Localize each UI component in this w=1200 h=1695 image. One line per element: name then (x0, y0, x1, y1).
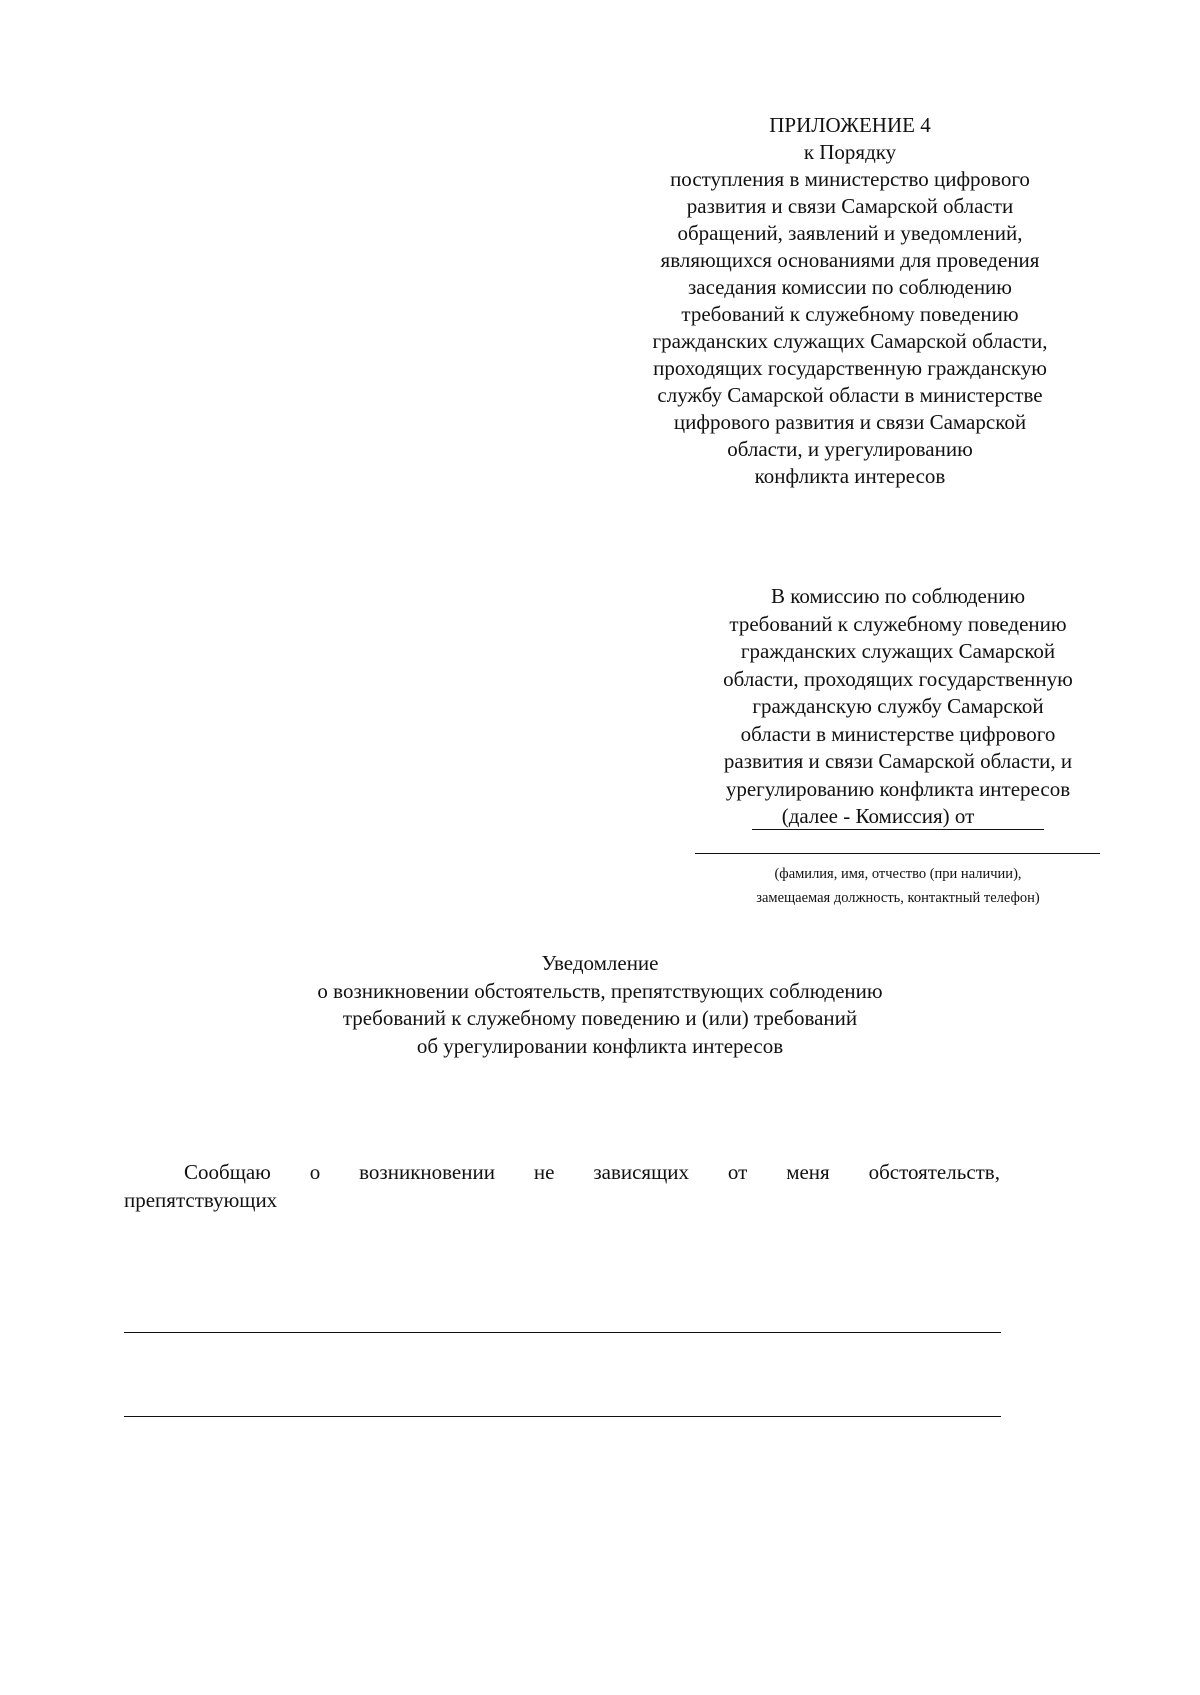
body-word: от (727, 1160, 748, 1184)
appendix-line: гражданских служащих Самарской области, (652, 329, 1048, 353)
appendix-line: проходящих государственную гражданскую (653, 356, 1047, 380)
hint-line: замещаемая должность, контактный телефон) (756, 890, 1040, 906)
body-word: о (309, 1160, 321, 1184)
addressee-line: развития и связи Самарской области, и (723, 749, 1073, 773)
body-word: Сообщаю (184, 1160, 271, 1184)
appendix-line: требований к служебному поведению (681, 302, 1019, 326)
notice-subtitle-line: об урегулировании конфликта интересов (416, 1033, 784, 1058)
appendix-line: обращений, заявлений и уведомлений, (677, 221, 1023, 245)
circumstances-field-1[interactable] (124, 1332, 1001, 1333)
appendix-line: конфликта интересов (754, 464, 946, 488)
notice-title: Уведомление (541, 951, 659, 975)
addressee-line: гражданских служащих Самарской (740, 639, 1056, 663)
appendix-line: области, и урегулированию (727, 437, 973, 461)
body-word: не (533, 1160, 555, 1184)
notice-subtitle-line: о возникновении обстоятельств, препятствующих соблюдению (317, 978, 883, 1003)
body-word: зависящих (593, 1160, 689, 1184)
appendix-line: цифрового развития и связи Самарской (673, 410, 1027, 434)
addressee-line: области в министерстве цифрового (740, 721, 1056, 746)
addressee-line: требований к служебному поведению (729, 611, 1067, 636)
sender-name-field[interactable] (695, 853, 1100, 854)
body-line-2: препятствующих (124, 1188, 278, 1212)
body-line-1 (124, 1158, 1000, 1186)
appendix-line: службу Самарской области в министерстве (657, 383, 1043, 407)
addressee-line: В комиссию по соблюдению (770, 584, 1026, 608)
addressee-line: гражданскую службу Самарской (752, 694, 1044, 718)
appendix-line: развития и связи Самарской области (686, 194, 1014, 218)
appendix-line: к Порядку (803, 140, 897, 164)
notice-heading (160, 950, 1040, 1060)
appendix-header (600, 112, 1100, 490)
appendix-line: заседания комиссии по соблюдению (687, 275, 1012, 299)
addressee-line: области, проходящих государственную (723, 666, 1073, 691)
body-word: возникновении (359, 1160, 495, 1184)
notice-subtitle-line: требований к служебному поведению и (или) требований (342, 1006, 858, 1030)
notice-body (124, 1158, 1000, 1214)
circumstances-field-2[interactable] (124, 1416, 1001, 1417)
appendix-title: ПРИЛОЖЕНИЕ 4 (769, 113, 931, 137)
addressee-block (688, 583, 1108, 831)
hint-line: (фамилия, имя, отчество (при наличии), (774, 866, 1022, 882)
sender-hint (688, 862, 1108, 910)
appendix-line: являющихся основаниями для проведения (660, 248, 1040, 272)
appendix-line: поступления в министерство цифрового (670, 167, 1030, 191)
addressee-line: урегулированию конфликта интересов (725, 776, 1071, 801)
addressee-from-field[interactable]: (далее - Комиссия) от (752, 804, 1045, 830)
body-word: обстоятельств, (868, 1160, 1000, 1184)
body-word: меня (786, 1160, 830, 1184)
